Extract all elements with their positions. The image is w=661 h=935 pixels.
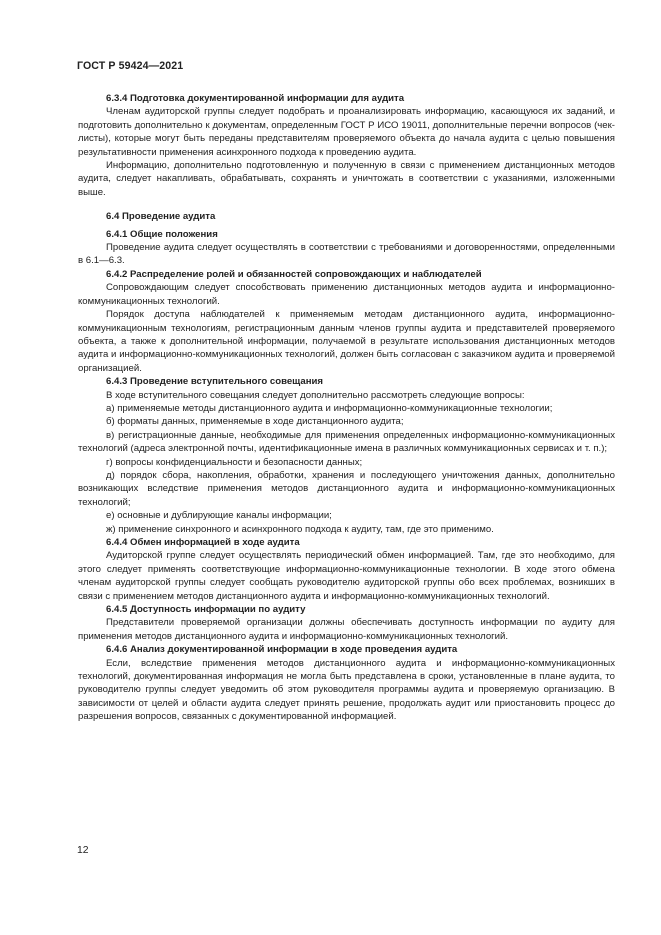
list-item: в) регистрационные данные, необходимые для применения определенных информационно-коммуникационных технологий (адреса электронной почты, идентификационные имена в различных коммуникационных сервисах и т. п.); [78,429,615,455]
section-heading-6-4-1: 6.4.1 Общие положения [106,228,218,240]
paragraph: Аудиторской группе следует осуществлять периодический обмен информацией. Там, где это необходимо, для этого следует применять соответствующие информационно-коммуникационные технологии. В ходе этого обмена членам аудиторской группы следует сообщать руководителю аудиторской группы обо всех проблемах, возникших в связи с применением методов дистанционного аудита и информационно-коммуникационных технологий. [78,550,615,602]
paragraph: В ходе вступительного совещания следует дополнительно рассмотреть следующие вопросы: [106,389,525,401]
list-item: ж) применение синхронного и асинхронного подхода к аудиту, там, где это применимо. [106,523,494,535]
section-heading-6-4-6: 6.4.6 Анализ документированной информации в ходе проведения аудита [106,644,458,656]
document-body [78,92,615,724]
paragraph: Проведение аудита следует осуществлять в соответствии с требованиями и договоренностями, определенными в 6.1—6.3. [78,242,615,267]
list-item: г) вопросы конфиденциальности и безопасности данных; [106,456,363,468]
section-heading-6-4-4: 6.4.4 Обмен информацией в ходе аудита [106,537,300,548]
list-item: б) форматы данных, применяемые в ходе дистанционного аудита; [106,416,404,428]
section-heading-6-4: 6.4 Проведение аудита [106,211,216,223]
list-item: а) применяемые методы дистанционного аудита и информационно-коммуникационные технологии; [106,402,553,414]
list-item: е) основные и дублирующие каналы информации; [106,510,332,522]
paragraph: Членам аудиторской группы следует подобрать и проанализировать информацию, касающуюся их заданий, и подготовить дополнительно к документам, определенным ГОСТ Р ИСО 19011, дополнительные перечни вопросов (чек-листы), которые могут быть переданы представителям проверяемого объекта до начала аудита с целью повышения результативности применения асинхронного подхода к проведению аудита. [78,106,615,158]
page-number: 12 [77,845,89,856]
list-item: д) порядок сбора, накопления, обработки, хранения и последующего уничтожения данных, дополнительно возникающих вследствие применения методов дистанционного аудита и информационно-коммуникационных технологий; [78,469,615,508]
paragraph: Сопровождающим следует способствовать применению дистанционных методов аудита и информационно-коммуникационных технологий. [78,282,615,307]
section-heading-6-4-3: 6.4.3 Проведение вступительного совещания [106,376,324,388]
section-heading-6-4-2: 6.4.2 Распределение ролей и обязанностей сопровождающих и наблюдателей [106,268,482,280]
document-header: ГОСТ Р 59424—2021 [77,60,184,72]
paragraph: Порядок доступа наблюдателей к применяемым методам дистанционного аудита, информационно-коммуникационным технологиям, регистрационным данным членов группы аудита и представителей проверяемого объекта, а также к дополнительной информации, получаемой в результате использования дистанционных методов аудита и информационно-коммуникационных технологий, должен быть согласован с заказчиком аудита и проверяемой организацией. [78,309,615,374]
section-heading-6-4-5: 6.4.5 Доступность информации по аудиту [106,604,306,616]
paragraph: Представители проверяемой организации должны обеспечивать доступность информации по аудиту для применения методов дистанционного аудита и информационно-коммуникационных технологий. [78,617,615,642]
paragraph: Информацию, дополнительно подготовленную и полученную в связи с применением дистанционных методов аудита, следует накапливать, обрабатывать, сохранять и уничтожать в соответствии с указаниями, изложенными выше. [78,160,615,198]
paragraph: Если, вследствие применения методов дистанционного аудита и информационно-коммуникационных технологий, документированная информация не могла быть представлена в сроки, установленные в плане аудита, то руководителю группы следует уведомить об этом руководителя программы аудита и проверяемую организацию. В зависимости от целей и области аудита следует принять решение, продолжать аудит или приостановить процесс до разрешения вопросов, связанных с документированной информацией. [78,657,615,723]
section-heading-6-3-4: 6.3.4 Подготовка документированной информации для аудита [106,93,405,104]
